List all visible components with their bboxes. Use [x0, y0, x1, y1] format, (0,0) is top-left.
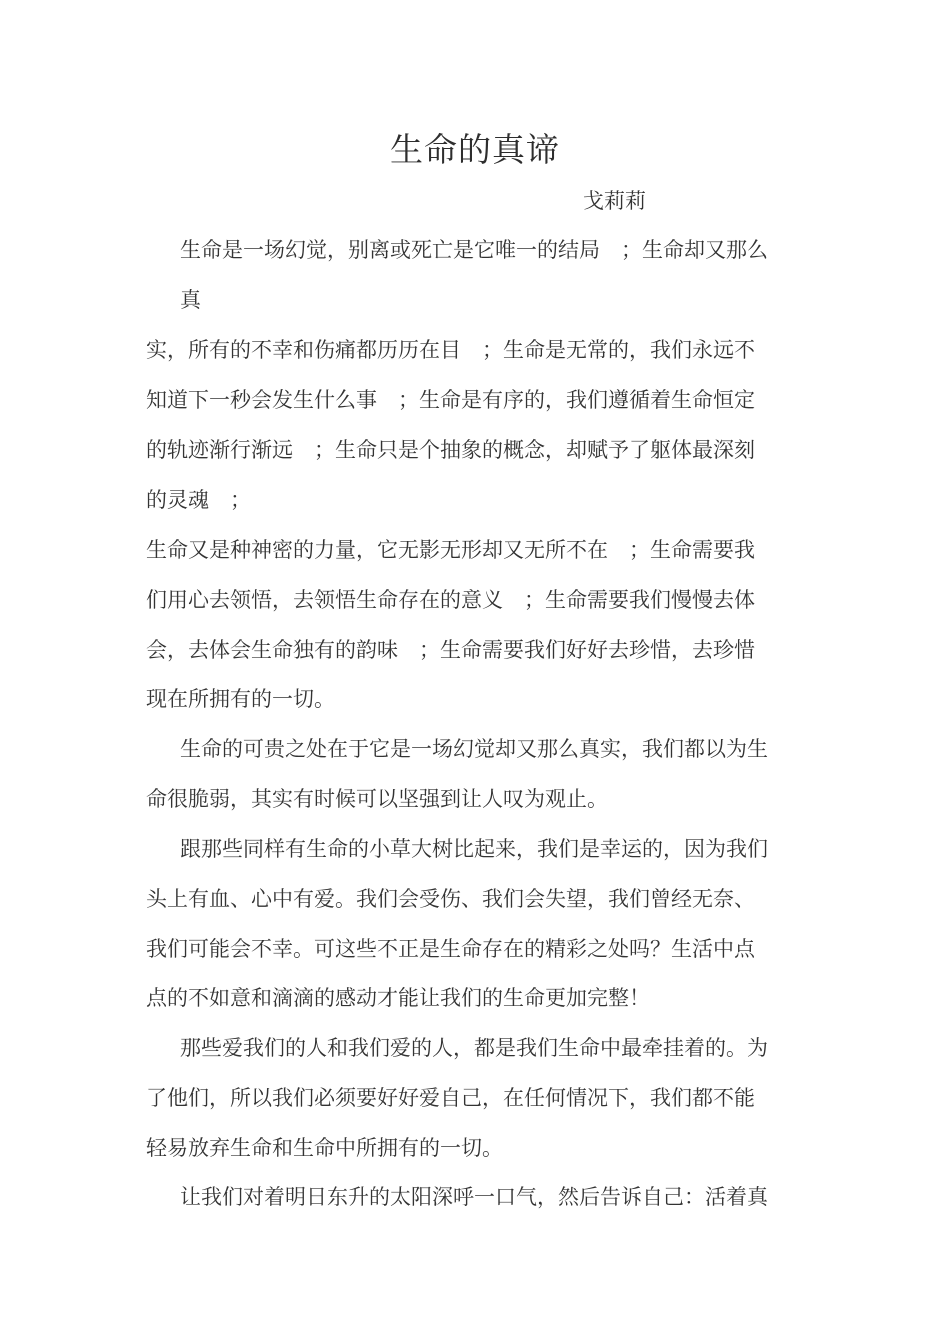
text-line: 实，所有的不幸和伤痛都历历在目 ；生命是无常的，我们永远不: [146, 338, 755, 362]
text-line: 会，去体会生命独有的韵味 ；生命需要我们好好去珍惜，去珍惜: [146, 638, 755, 662]
document-author: 戈莉莉: [583, 189, 646, 213]
text-line: 轻易放弃生命和生命中所拥有的一切。: [146, 1136, 503, 1160]
text-line: 现在所拥有的一切。: [146, 687, 335, 711]
text-line: 了他们，所以我们必须要好好爱自己，在任何情况下，我们都不能: [146, 1086, 755, 1110]
text-line: 那些爱我们的人和我们爱的人，都是我们生命中最牵挂着的。为: [180, 1036, 768, 1060]
text-line: 命很脆弱，其实有时候可以坚强到让人叹为观止。: [146, 787, 608, 811]
text-line: 点的不如意和滴滴的感动才能让我们的生命更加完整！: [146, 986, 650, 1010]
text-line: 们用心去领悟，去领悟生命存在的意义 ；生命需要我们慢慢去体: [146, 588, 755, 612]
text-line: 知道下一秒会发生什么事 ；生命是有序的，我们遵循着生命恒定: [146, 388, 755, 412]
text-line: 的轨迹渐行渐远 ；生命只是个抽象的概念，却赋予了躯体最深刻: [146, 438, 755, 462]
text-line: 生命又是种神密的力量，它无影无形却又无所不在 ；生命需要我: [146, 538, 755, 562]
document-title: 生命的真谛: [390, 130, 560, 169]
text-line: 跟那些同样有生命的小草大树比起来，我们是幸运的，因为我们: [180, 837, 768, 861]
text-line: 头上有血、心中有爱。我们会受伤、我们会失望，我们曾经无奈、: [146, 887, 755, 911]
text-line: 真: [180, 288, 201, 312]
text-line: 的灵魂 ；: [146, 488, 251, 512]
text-line: 生命是一场幻觉，别离或死亡是它唯一的结局 ；生命却又那么: [180, 238, 768, 262]
text-line: 我们可能会不幸。可这些不正是生命存在的精彩之处吗？生活中点: [146, 937, 755, 961]
text-line: 让我们对着明日东升的太阳深呼一口气，然后告诉自己：活着真: [180, 1185, 768, 1209]
text-line: 生命的可贵之处在于它是一场幻觉却又那么真实，我们都以为生: [180, 737, 768, 761]
